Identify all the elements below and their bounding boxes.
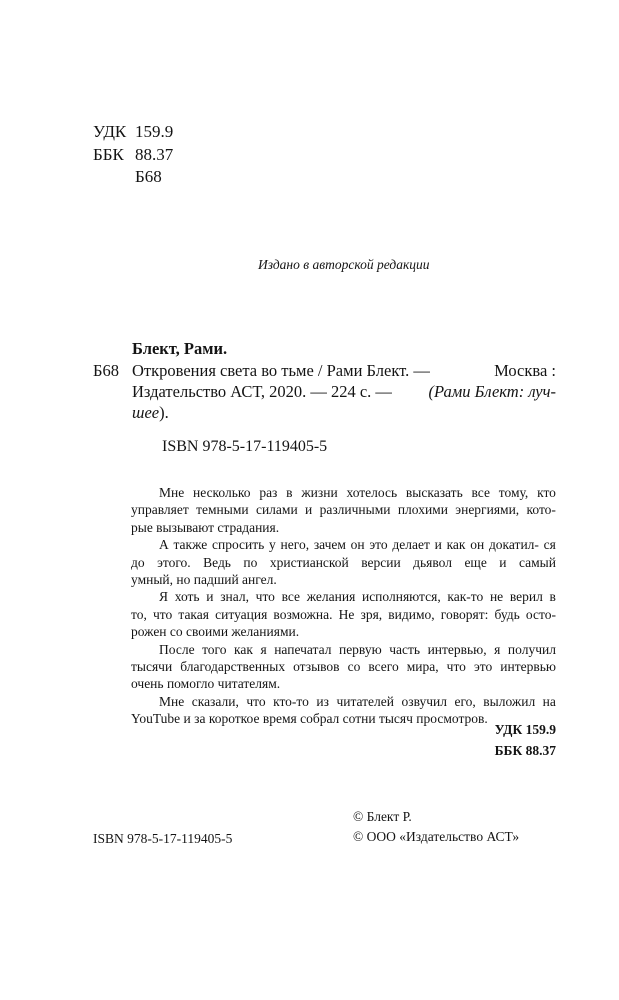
catalog-line2-a: Издательство АСТ, 2020. — 224 с. — [132, 382, 392, 401]
annotation-word: тому, [498, 485, 529, 500]
catalog-line3-b: ). [159, 403, 169, 422]
catalog-line [132, 360, 556, 381]
annotation-line [131, 501, 556, 518]
classification-right [495, 719, 556, 761]
annotation-word: зачем [313, 537, 346, 553]
annotation-word: всего [368, 659, 399, 675]
annotation-word: все [471, 485, 490, 500]
annotation-line [131, 588, 556, 605]
bbk-code: ББК 88.37 [494, 743, 556, 758]
annotation-word: тысячи [131, 659, 173, 675]
annotation-word: хотелось [346, 485, 398, 500]
annotation-word: сказали, [191, 693, 239, 709]
annotation-word: такая [178, 606, 209, 622]
annotation-word: высказать [405, 485, 463, 500]
annotation-line [131, 693, 556, 710]
annotation-word: ся [543, 537, 556, 553]
annotation-word: как-то [447, 589, 484, 605]
annotation-line [131, 554, 556, 571]
annotation-word: что [246, 693, 266, 709]
annotation-word: интервью [500, 659, 556, 675]
annotation-word: и [305, 502, 313, 518]
annotation-word: кто-то [273, 693, 309, 709]
annotation-word: несколько [193, 485, 251, 500]
edition-note: Издано в авторской редакции [258, 257, 430, 272]
annotation-word: осто- [525, 606, 556, 622]
catalog-line [132, 402, 556, 423]
udk-code: УДК 159.9 [494, 722, 556, 737]
catalog-line1-b: Москва : [494, 361, 556, 380]
annotation-word: верил [509, 589, 543, 605]
annotation-word: будь [494, 606, 520, 622]
annotation-word: делает [392, 537, 430, 553]
annotation-word: Мне [159, 485, 185, 500]
annotation-line [131, 606, 556, 623]
annotation-word: это [369, 537, 388, 553]
annotation-word: со [347, 659, 361, 675]
annotation-word: напечатал [274, 641, 332, 657]
annotation-word: После [159, 641, 195, 657]
annotation-word: А [159, 537, 169, 553]
annotation-word: на [542, 693, 556, 709]
annotation-word: как [234, 641, 253, 657]
annotation-word: он [350, 537, 365, 553]
catalog-code: Б68 [93, 361, 119, 380]
annotation-line [131, 675, 556, 692]
annotation-word: получил [507, 641, 556, 657]
annotation-word: очень помогло читателям. [131, 676, 281, 692]
catalog-series: (Рами Блект: луч- [428, 382, 556, 401]
annotation-word: хоть [174, 589, 200, 605]
annotation-word: озвучил [401, 693, 447, 709]
annotation-word: мира, [406, 659, 439, 675]
annotation-word: спросить [211, 537, 265, 553]
isbn-bottom: ISBN 978-5-17-119405-5 [93, 831, 233, 846]
catalog-line [132, 381, 556, 402]
annotation-word: у [269, 537, 276, 553]
annotation-line [131, 571, 556, 588]
annotation-word: докатил- [488, 537, 539, 553]
annotation-word: исполняются, [361, 589, 441, 605]
annotation-word: того [202, 641, 227, 657]
annotation-word: я [260, 641, 267, 657]
annotation-word: что [255, 589, 275, 605]
annotation-word: зря, [360, 606, 383, 622]
annotation-word: рожен со своими желаниями. [131, 624, 300, 640]
bbk-value: 88.37 [135, 144, 174, 164]
annotation-word: по [243, 554, 258, 570]
annotation-word: не [489, 589, 504, 605]
udk-value: 159.9 [135, 122, 174, 141]
annotation-word: желания [306, 589, 356, 605]
annotation-word: темными [196, 502, 249, 518]
annotation-word: Я [159, 589, 169, 605]
annotation-word: в [549, 589, 556, 605]
annotation-word: из [316, 693, 329, 709]
annotation-line [131, 641, 556, 658]
annotation-word: кто [537, 485, 556, 500]
annotation-word: управляет [131, 502, 189, 518]
annotation-word: него, [280, 537, 310, 553]
bbk-row [93, 144, 173, 167]
annotation-word: я [494, 641, 501, 657]
annotation-word: плохими [397, 502, 448, 518]
annotation-word: рые вызывают страдания. [131, 519, 280, 535]
annotation-word: еще [464, 554, 487, 570]
annotation-word: до [131, 554, 145, 570]
annotation-word: как [446, 537, 466, 553]
annotation-word: он [470, 537, 485, 553]
annotation-line [131, 658, 556, 675]
annotation-word: что [446, 659, 466, 675]
copyright-author: © Блект Р. [353, 809, 412, 824]
annotation-word: это [473, 659, 493, 675]
annotation-word: читателей [336, 693, 395, 709]
annotation-word: отзывов [293, 659, 340, 675]
annotation-word: первую [338, 641, 382, 657]
annotation-word: все [281, 589, 301, 605]
annotation-word: то, [131, 606, 147, 622]
annotation-word: благодарственных [180, 659, 286, 675]
annotation-word: и [434, 537, 442, 553]
annotation-word: раз [259, 485, 278, 500]
annotation-word: возможна. [273, 606, 333, 622]
annotation-word: кото- [526, 502, 556, 518]
annotation-word: в [286, 485, 293, 500]
annotation-word: различными [319, 502, 391, 518]
annotation-word: версии [361, 554, 401, 570]
annotation-word: дьявол [413, 554, 452, 570]
annotation-word: Мне [159, 693, 185, 709]
annotation-word: что [152, 606, 173, 622]
annotation-word: энергиями, [455, 502, 520, 518]
annotation-word: Не [338, 606, 355, 622]
annotation-word: Ведь [203, 554, 231, 570]
annotation-word: силами [255, 502, 298, 518]
annotation-word: умный, но падший ангел. [131, 572, 277, 588]
annotation-word: интервью, [427, 641, 487, 657]
annotation [131, 484, 556, 728]
udk-row [93, 121, 173, 144]
annotation-word: видимо, [388, 606, 435, 622]
catalog-line1-a: Откровения света во тьме / Рами Блект. — [132, 361, 430, 380]
copyright-publisher: © ООО «Издательство АСТ» [353, 829, 520, 844]
annotation-word: часть [389, 641, 421, 657]
annotation-word: ситуация [215, 606, 268, 622]
annotation-word: самый [518, 554, 556, 570]
catalog-series-end: шее [132, 403, 160, 422]
isbn-catalog: ISBN 978-5-17-119405-5 [162, 438, 328, 455]
author-mark: Б68 [135, 167, 162, 186]
bbk-label: ББК [93, 144, 124, 164]
catalog-description [132, 360, 556, 423]
annotation-word: выложил [483, 693, 536, 709]
classification-block [93, 121, 173, 189]
annotation-line [131, 484, 556, 501]
annotation-line [131, 536, 556, 553]
annotation-line [131, 710, 556, 727]
annotation-line [131, 519, 556, 536]
annotation-word: и [206, 589, 214, 605]
annotation-word: христианской [269, 554, 349, 570]
annotation-word: его, [454, 693, 476, 709]
annotation-word: и [499, 554, 507, 570]
annotation-word: говорят: [440, 606, 489, 622]
annotation-word: жизни [301, 485, 338, 500]
udk-label: УДК [93, 122, 127, 141]
annotation-line [131, 623, 556, 640]
copyright-block [353, 807, 519, 847]
annotation-word: этого. [157, 554, 191, 570]
annotation-word: также [173, 537, 208, 553]
annotation-word: YouTube и за короткое время собрал сотни тысяч просмотров. [131, 711, 488, 727]
annotation-word: знал, [220, 589, 249, 605]
catalog-author: Блект, Рами. [132, 339, 228, 358]
